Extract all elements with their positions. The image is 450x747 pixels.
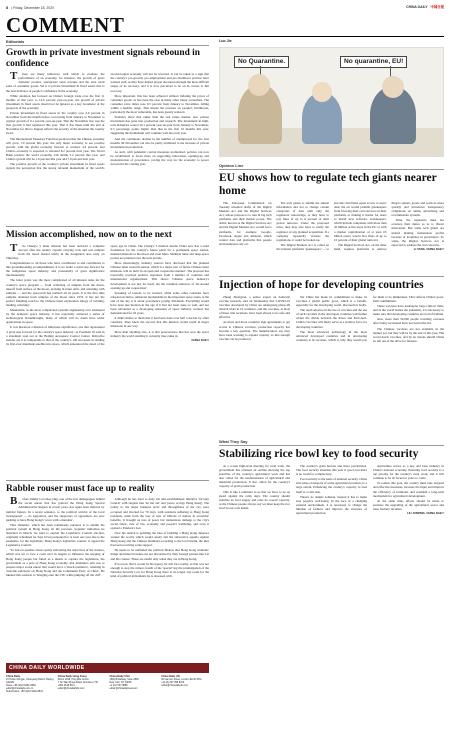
footer-line: 7 Tin Wan Praya Road, Aberdeen, HK (57, 680, 98, 684)
page-topbar (6, 5, 444, 11)
paragraph: Agriculture serves as a key and base industry in China's national economy. Ensuring food security is a top priority for the country's rural work, and it will continue to be its focus for years to come. (373, 463, 444, 481)
cartoon-head-left (248, 74, 270, 96)
divider (6, 226, 209, 227)
whattheysay-section (219, 439, 444, 734)
paragraph: Also, more than 50,000 people traveling overseas after being vaccinated have not been infected. (373, 317, 444, 326)
footer-line: +1 212 537 8888 (109, 683, 128, 687)
footer-office (161, 675, 209, 693)
footer-line[interactable]: editor@chinadailyusa.com (109, 686, 138, 690)
footer-line[interactable]: editor@chinadailyhk.com (57, 686, 85, 690)
paragraph: Although he has tried to deny his anti-establishment initiative 'Occupy Central' with slogans like 'let me out' and 'peace occupy Hong Kong', The reality is, the major business tactic and throughfares of the city were occupied and blocked for 79 days, with residents suffering to Hong Kong residents, aside from the loss of tens of billions of dollars in economic benefits. It brought us loss of peace but tremendous damage to the city's social fabric, rule of law, economy and people's wellbeing, and even it opened a Pandora's box. (110, 497, 209, 530)
cartoon-illustration (219, 47, 444, 157)
paragraph: More interestingly, industry sources have disclosed that the planned Chinese lunar research station, which is a major part of future Chinese lunar missions, will be built 'in an open and cooperative manner'. The proposal has reportedly received positive responses from a number of countries and international organizations. This shows 'Chinese space industry's development is not just for itself, but the common endeavor of 'all-around opening up and cooperation'. (110, 261, 209, 290)
paragraph: Time, the regulators must not overstep their duties so as to thwart innovation. But some tech giants are indeed making tremendous profits because of loopholes in governance. To some, the Digital Services Act is expected to address the real concerns. (391, 218, 444, 247)
injection-headline: Injection of hope for developing countries (219, 279, 424, 291)
footer-office (110, 675, 158, 693)
paragraph: The Chinese vaccines are not available in the market yet, but they will be by the end of this year. The world needs vaccines, and by no means should China be left out of the drive for fairness. (373, 326, 444, 343)
footer-line: New York, NY 10036 (109, 680, 132, 684)
editorials-label: Editorials (6, 39, 25, 44)
paragraph: Yet China has made its commitment to make its vaccines a global public good, which is a benefit, especially for the developing world, that needs it badly. (296, 294, 367, 308)
section-title: COMMENT (6, 13, 125, 37)
paragraph: Before Jimmy Lai Chee-ying, one of the few demagogues behind the social unrest that has grieved the Hong Kong Special Administrative Region in recent years, has again been indicted by judicial figures. In a recent sentence, to the political activist of the local 'beleaguered' — its supporters, and the supporters of opposition, are now pushing to have Hong Kong's 'wave with a mandate'. (6, 495, 105, 522)
footer-office-title: China Daily USA (109, 674, 130, 678)
opinion-body (219, 201, 444, 271)
paragraph: The International Monetary Fund has predicted that the Chinese economy will grow 1.9 percent this year, the only major economy to see positive growth, with the global economy forecast to contract 4.4 percent, and China's economy is expected to rebound 8.2 percent next year. The World Bank predicts the world economy will shrink 5.2 percent this year, and China's growth will be 1.6 percent this year and 7.9 percent next year. (6, 136, 105, 162)
page-number: 8 (6, 5, 9, 10)
footer-line: 90 Cannon Street, London EC4N 6HA (161, 677, 202, 681)
rabble-body (6, 497, 209, 647)
paragraph: These vaccines have undergone large clinical trials, and as the world battles the pandemic, it is necessary to make sure that developing countries are not left behind. (373, 304, 444, 317)
injection-body (219, 295, 444, 441)
paper-name-cn: 中国日报 (430, 5, 444, 9)
paragraph: The European Commission on Tuesday unveiled drafts of the Digital Markets Act and the Digital Services Act, whose purpose is to rein in big tech platforms and their market power. The drafts, known as the Digital Services Act and the Digital Markets Act, would force platforms, for example Google, Facebook, Apple and Amazon, which control data and platforms that people and businesses rely on. (219, 200, 272, 246)
paragraph: This is like a reminder to us that we have to be on guard against the rainy days. The country should stabilize its food supply and raise its overall capacity, as the Chinese people always say we must keep the rice bowl in our own hands. (219, 489, 290, 510)
paragraph: The Chang'e 5 lunar mission has been declared a complete success after the reentry capsule carrying rock and soil samples from the moon landed safely in the designated area early on Thursday. (6, 241, 105, 260)
paragraph: Speaking of lessons to be learned, while some other countries have adopted exclusive, unilateral mechanisms in the important space arena, at the end of the day it is about governance paying dividends. Everything would have been just modern in the age if it had not been done so well, and not been rebranded as a developing sensation of space industry workers has demonstrated for 63 years. (110, 290, 209, 316)
cartoon-author: Luo Jie (219, 39, 232, 43)
paragraph: The Digital Markets Act is called on the internet platforms 'gatekeepers' — to provide rival firms equal access to users' data; the act would prohibit gatekeepers from favoring their own services on their platforms or making it harder for users to install new software. Gatekeepers, which include companies with more than 45 million active users in the EU or with a market capitalization of at least 65 billion euros, would face fines of up to 10 percent of their global turnover. (276, 200, 387, 251)
footer-office (6, 675, 54, 693)
paragraph: That 'mandate', which has been relentlessly pursued, is to submit the political system in Hong Kong. In the previous 'populist' initiatives he launched in March, 'he tried to exploit the Legislative Council election, originally scheduled for Sept 6 but postponed for at least one year due to the pandemic, for the legislature, Hong Kong's legislative council, to appeal the Legislative Council. (6, 522, 105, 548)
paragraph: The lunar probe was the most complicated of all mission tasks for the country's space program — from collecting of samples from the moon, takeoff from surface of the moon, docking in lunar orbit, and returning with samples — and the spacecraft has realized all its goals. It is the first time samples obtained from samples of the moon since 1976. It has put the perfect finishing touch to the Chinese lunar exploration trilogy of 'orbiting, landing, returning'. (6, 278, 105, 308)
rabble-headline: Rabble rouser must face up to reality (6, 483, 155, 494)
paragraph: More than anything else, it is that perseverance that has won the space industry the world standing it currently take ranks in. (110, 329, 209, 338)
footer-columns (6, 673, 209, 693)
paragraph: There's no simple solution, instead it has to make sure people's well-being. In the face of a changing external environment, it is necessary to change the mindset of farmers and improve the structure of agricultural production. (296, 494, 367, 516)
footer-line: 1500 Broadway, Suite 2800 (109, 677, 139, 681)
editorial-signature: CHINA DAILY (191, 337, 209, 342)
paragraph: Food security is the basis of national security. China still relies on imports of some agricultural products to a large extent. Enhancing the country's capacity to feed itself is a vital task. (296, 477, 367, 494)
newspaper-page (6, 5, 444, 742)
footer-office-title: China Daily (6, 674, 21, 678)
divider (219, 445, 444, 446)
footer-title: CHINA DAILY WORLDWIDE (6, 663, 209, 673)
worldwide-footer (6, 663, 209, 741)
paragraph: Private investment in fixed assets in the country rose 2.6 percent in November from the month before, recovering from January to November to register growth of 0.1 percent year-on-year. That the November rise was the first growth it had registered this year. That it has taken until the end of November for that to happen reflects the severity of the situation the country faced. (6, 111, 105, 136)
divider (219, 169, 444, 170)
footer-line: Subscription: +86 (0)10 6491-8631 (6, 689, 43, 693)
paragraph: At the same time, efforts should be made to promote the upgrading of the agricultural sector and raise farmers' incomes. (373, 498, 444, 511)
paragraph: The most advanced technology in the most advanced developed countries and in developing countries is in vaccines, which is why they would pay for them to be immunized. That reflects China's good-faith commitment. (296, 294, 444, 342)
opinion-section (219, 163, 444, 271)
footer-line: News: +86 (0)10 6491-8366 (6, 683, 36, 687)
footer-line[interactable]: editor@chinadailyuk.com (161, 683, 188, 687)
editorial-headline-2: Mission accomplished, now on to the next (6, 230, 172, 241)
paragraph: As such, with pandemic control measures normalized, policies can now be recalibrated to focus more on supporting innovation, opening-up and modernization of governance, paving the way for the economy to power forward in the coming year. (110, 149, 209, 167)
page-date-line (6, 5, 54, 10)
section-masthead (6, 13, 444, 37)
divider (219, 276, 444, 277)
paragraph: Now his radical is peddling the idea of building a Hong Kong diaspora around the world, which would surely suit his subversive agenda against Hong Kong and the Chinese mainland according to the local media, the idea has been receiving some support. (110, 530, 209, 548)
paragraph: The rapid advance in the use of vaccines and the use of such vaccines in the developed countries will further widen the divide between the haves and have-nots. China's vaccines will likely serve as a positive force for developing countries. (296, 308, 367, 329)
paragraph: The tech giants to submit the annual information and not to change certain categories of data with only the regulators' knowledge, or they have to pay fines of up to 6 percent of their global turnover. Under the proposed rules, they may also have to notify the regulator of any planned acquisition. If a company repeatedly violates the regulations, it could be broken up. (276, 200, 329, 242)
paragraph: The country's grain harvest and more precipitated. The food security situation this year is good, but there is no room for complacency. (296, 463, 367, 477)
paragraph: Meanwhile, as the most complicated systems engineering ever attempted by the domestic space industry, it has reportedly achieved a series of technological breakthroughs, many of which will no doubt have wider applications in space. (6, 308, 105, 325)
opinion-signature: LI YANG, CHINA DAILY (413, 246, 444, 251)
editorial-headline-1: Growth in private investment signals rebound in confidence (6, 48, 200, 69)
paragraph: Congratulations to all those who have contributed to and contributed to this groundbreaking accomplishment. It is no doubt a solid step forward for the indigenous space industry, and presentably of great significance internationally. (6, 261, 105, 278)
footer-office (58, 675, 106, 693)
divider (6, 45, 209, 46)
cartoon-head-mid (312, 82, 332, 102)
paragraph: More important, this has been achieved without inflating the prices of consumer goods, as has been the case in many other major economies. The consumer price index rose 0.5 percent from January to November, falling within a healthy range. That means the pressure on people's livelihoods, particularly the most vulnerable, has been greatly reduced. (110, 93, 209, 115)
opinion-label: Opinion Line (219, 163, 244, 168)
footer-line: +852 2518 5111 (57, 683, 75, 687)
whattheysay-label: What They Say (219, 439, 248, 444)
whattheysay-signature: LIU JUNPING, CHINA DAILY (407, 511, 444, 516)
editorial-body-1 (6, 72, 209, 222)
paragraph: The Digital Services Act, on the other hand, requires platforms to remove illegal content, goods and services more quickly and introduces transparency obligations on online advertising and recommender systems. (334, 200, 444, 251)
paragraph: It didn't matter to them that it had been done over half a decade by other countries. They knew the success that this mission would result in major milestone in one way. (110, 316, 209, 329)
paper-name-en: CHINA DAILY (406, 5, 428, 9)
paragraph: He needs to be reminded the political finance that Hong Kong residents' things and mixed revenue are not discounted by their foreign patrons like Lai and his cronies. These are useful only when they are in Hong Kong. (110, 548, 209, 561)
footer-line: Room 1818, Hing Wai Centre (57, 677, 89, 681)
cartoon-sign-left: No Quarantine. (234, 56, 289, 68)
paragraph: To realize this goal, the country must take targeted and effective measures, increase the input and improve the efficiency of farmland, and establish a long-term mechanism for agricultural development. (373, 481, 444, 498)
divider (6, 480, 209, 481)
opinion-headline: EU shows how to regulate tech giants nearer home (219, 172, 437, 197)
whattheysay-body (219, 464, 444, 734)
paragraph: 'To bait on quashes about openly subverting the objectives of the statutes, which was set to face a court trial in August to influence the keeping of Hong Kong people but failed as a means to capture the legislature, the government as a pole of Hong Kong economy, that dilemma's aim was to prepare major social unrest that would force a 'shock resilience', resulting in 'extreme sanctions' on Hong Kong and the Communist Party of China'. He likened this scenario to 'bringing onto the CPC while jumping off the cliff'. (6, 548, 105, 577)
paragraph: If not now that it would be his legacy, he will face reality, as that was not enough to stop the rumors fourth of the 'special' ing the promulgation of the National Security Law for Hong Kong there is no longer any room for the kind of political incitements he is obsessed with. (110, 561, 209, 578)
footer-line: +44 (0) 207 398 8270 (161, 680, 185, 684)
paper-name (406, 5, 444, 9)
paragraph: While attention has focused on China's foreign trade over the first 11 months of this year, to 14.6 percent year-on-year, the growth of private investment in fixed assets should not be ignored as a key barometer of the prospects of the economy. (6, 93, 105, 110)
paragraph: Statistics show that rather than the real estate market, new private investment has gone into production and research. The investment in high-tech industries soared 10.1 percent year-on-year from January to November, 9.3 percentage points higher than that in the first 10 months this year, suggesting the momentum will continue well into next year. (110, 115, 209, 136)
cartoon-head-right (382, 76, 404, 98)
footer-office-title: China Daily Hong Kong (57, 674, 87, 678)
footer-office-title: China Daily UK (161, 674, 180, 678)
footer-line[interactable]: editor@chinadaily.com.cn (6, 686, 34, 690)
paragraph: It was therefore a mission of milestone significance, one that represented 'a great step forward for the country's space industry', as President Xi said in a statement read out at the Beijing Aerospace Control Center. Indicative besides are it is comparable to that of the country's 100 successes in sending its first-ever manmade satellite into space, which announced the dawn of the space age in China. The Chang'e 5 mission means China now has a solid foundation for the country's future plans for a permanent space station, manned missions to the moon and even Mars. Multiple lunar and deep-space probes are planned over the next decade. (6, 243, 209, 346)
left-column (6, 39, 209, 647)
paragraph: As more and more countries sign agreements to get access to Chinese vaccines, production capacity has become a key question. The manufacturers say they have been working to expand capacity so that enough vaccine can be produced. (219, 320, 290, 341)
publish-date: | Friday, December 18, 2020 (11, 6, 54, 10)
cartoon-sign-right: No quarantine, EU! (340, 56, 407, 68)
paragraph: The positive growth of the country's private investment in fixed assets signals the perception that the strong rebound momentum of the world's second-largest economy will not be reversed. It can be taken as a sign that the country's pro-growth, pro-employment and pro-livelihood policies have worked well, as they have helped propel the nation through the most difficult stages of its recovery, and it is now perceived to be on its course to full recovery. (6, 72, 209, 171)
paragraph: Zheng Zhongwei, a senior expert on domestic vaccine research, said on Wednesday that COVID-19 vaccines developed by China are undergoing phase-III clinical trials in 10 countries, and the vaccines, at most of these trial locations, have been shown to be safe and effective. (219, 294, 290, 320)
whattheysay-headline: Stabilizing rice bowl key to food security (219, 448, 419, 461)
injection-section (219, 275, 444, 441)
paragraph: And the continuous decline in the number of unemployed for the four months till November can also be partly attributed to the increase of private investment in production. (110, 136, 209, 149)
footer-line: 15 Huixin Dongjie, Chaoyang District, Beijing 100029 (6, 677, 54, 684)
paragraph: At a recent high-level meeting for rural work, the government has released an outline showing the top priorities of the country's agricultural work and has also called for the modernization of agricultural and industrial production. It also called for the country's capacity of grain production. (219, 463, 290, 489)
paragraph: There are many indicators with which to evaluate the performance of an economy, for instance, the growth of gross domestic product, enterprises' sales revenue and the total retail sales of consumer goods. Yet it is private investment in fixed assets that is the best indicator of people's confidence in the economy. (6, 70, 105, 93)
editorial-body-2 (6, 241, 209, 476)
